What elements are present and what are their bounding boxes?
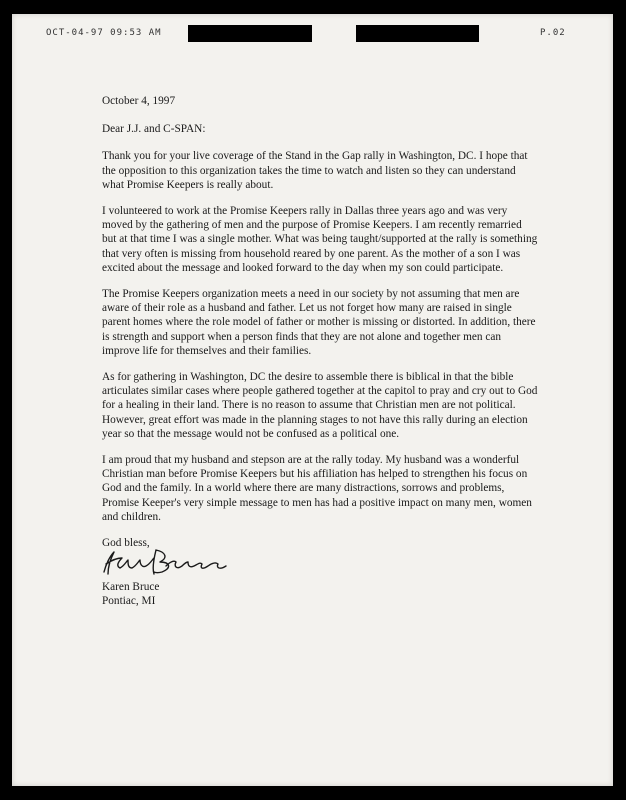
letter-paragraph: I volunteered to work at the Promise Keepers rally in Dallas three years ago and was very moved by the gathering of men and the purpose of Promise Keepers. I am recently remarried but at that time I was a single mother. What was being taught/supported at the rally is something that very often is missing from household reared by one parent. As the mother of a son I was excited about the message and looked forward to the day when my son could participate.	[102, 205, 538, 274]
fax-datetime: OCT-04-97 09:53 AM	[46, 28, 162, 38]
letter-paragraph: I am proud that my husband and stepson are at the rally today. My husband was a wonderful Christian man before Promise Keepers but his affiliation has helped to strengthen his focus on God and the family. In a world where there are many distractions, sorrows and problems, Promise Keeper's very simple message to men has had a positive impact on many men, women and children.	[102, 454, 532, 523]
redaction-bar	[356, 25, 479, 42]
letter-paragraph: The Promise Keepers organization meets a need in our society by not assuming that men are aware of their role as a husband and father. Let us not forget how many are raised in single parent homes where the role model of father or mother is missing or distorted. In addition, there is strength and support when a person finds that they are not alone and together men can improve life for themselves and their families.	[102, 288, 536, 357]
redaction-bar	[188, 25, 312, 42]
letter-salutation: Dear J.J. and C-SPAN:	[102, 123, 206, 136]
fax-page-number: P.02	[540, 28, 566, 38]
letter-paragraph: Thank you for your live coverage of the Stand in the Gap rally in Washington, DC. I hope that the opposition to this organization takes the time to watch and listen so they can understand what Promise Keepers is really about.	[102, 150, 528, 191]
signature-icon	[96, 546, 246, 580]
signer-location: Pontiac, MI	[102, 595, 156, 608]
handwritten-signature	[102, 550, 242, 580]
letter-body	[102, 94, 538, 609]
letter-date: October 4, 1997	[102, 95, 176, 107]
letter-paragraph: As for gathering in Washington, DC the desire to assemble there is biblical in that the bible articulates similar cases where people gathered together at the capitol to pray and cry out to God for a healing in their land. There is no reason to assume that Christian men are not political. However, great effort was made in the planning stages to not have this rally during an election year so that the message would not be confused as a political one.	[102, 371, 538, 440]
fax-header	[12, 24, 613, 44]
letter-page	[12, 14, 613, 786]
letter-closing: God bless,	[102, 537, 150, 550]
signer-name: Karen Bruce	[102, 581, 160, 594]
